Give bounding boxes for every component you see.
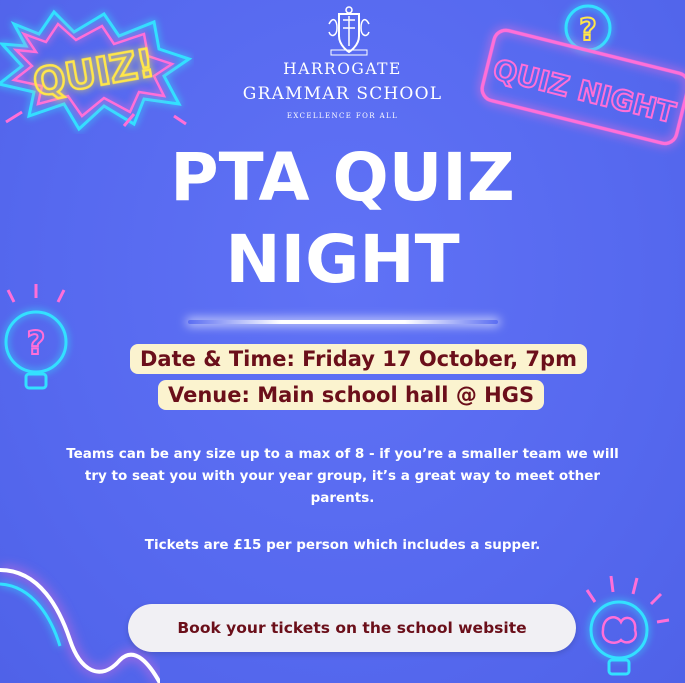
date-time-label: Date & Time: Friday 17 October, 7pm (130, 344, 587, 374)
lightbulb-icon (0, 280, 80, 400)
school-crest-logo (325, 6, 373, 58)
book-tickets-button[interactable]: Book your tickets on the school website (128, 604, 576, 652)
quiz-burst-text: QUIZ! (29, 40, 158, 106)
title-line2: NIGHT (225, 221, 460, 298)
quiz-night-sign-graphic (470, 0, 685, 160)
question-mark-icon: ? (579, 13, 597, 48)
venue-label: Venue: Main school hall @ HGS (158, 380, 544, 410)
tickets-info-text: Tickets are £15 per person which includes a supper. (144, 537, 541, 553)
school-name-line1: HARROGATE (283, 60, 402, 78)
school-motto: EXCELLENCE FOR ALL (286, 112, 399, 120)
glow-divider (188, 320, 498, 324)
teams-info-text: Teams can be any size up to a max of 8 - if you’re a smaller team we will try to seat you with your year group, it’s a great way to meet other parents. (66, 446, 619, 506)
title-line1: PTA QUIZ (170, 139, 515, 216)
svg-text:?: ? (26, 324, 46, 362)
quiz-night-sign-text: QUIZ NIGHT (489, 52, 679, 130)
brain-lightbulb-icon (575, 570, 685, 683)
school-name-line2: GRAMMAR SCHOOL (242, 84, 443, 104)
